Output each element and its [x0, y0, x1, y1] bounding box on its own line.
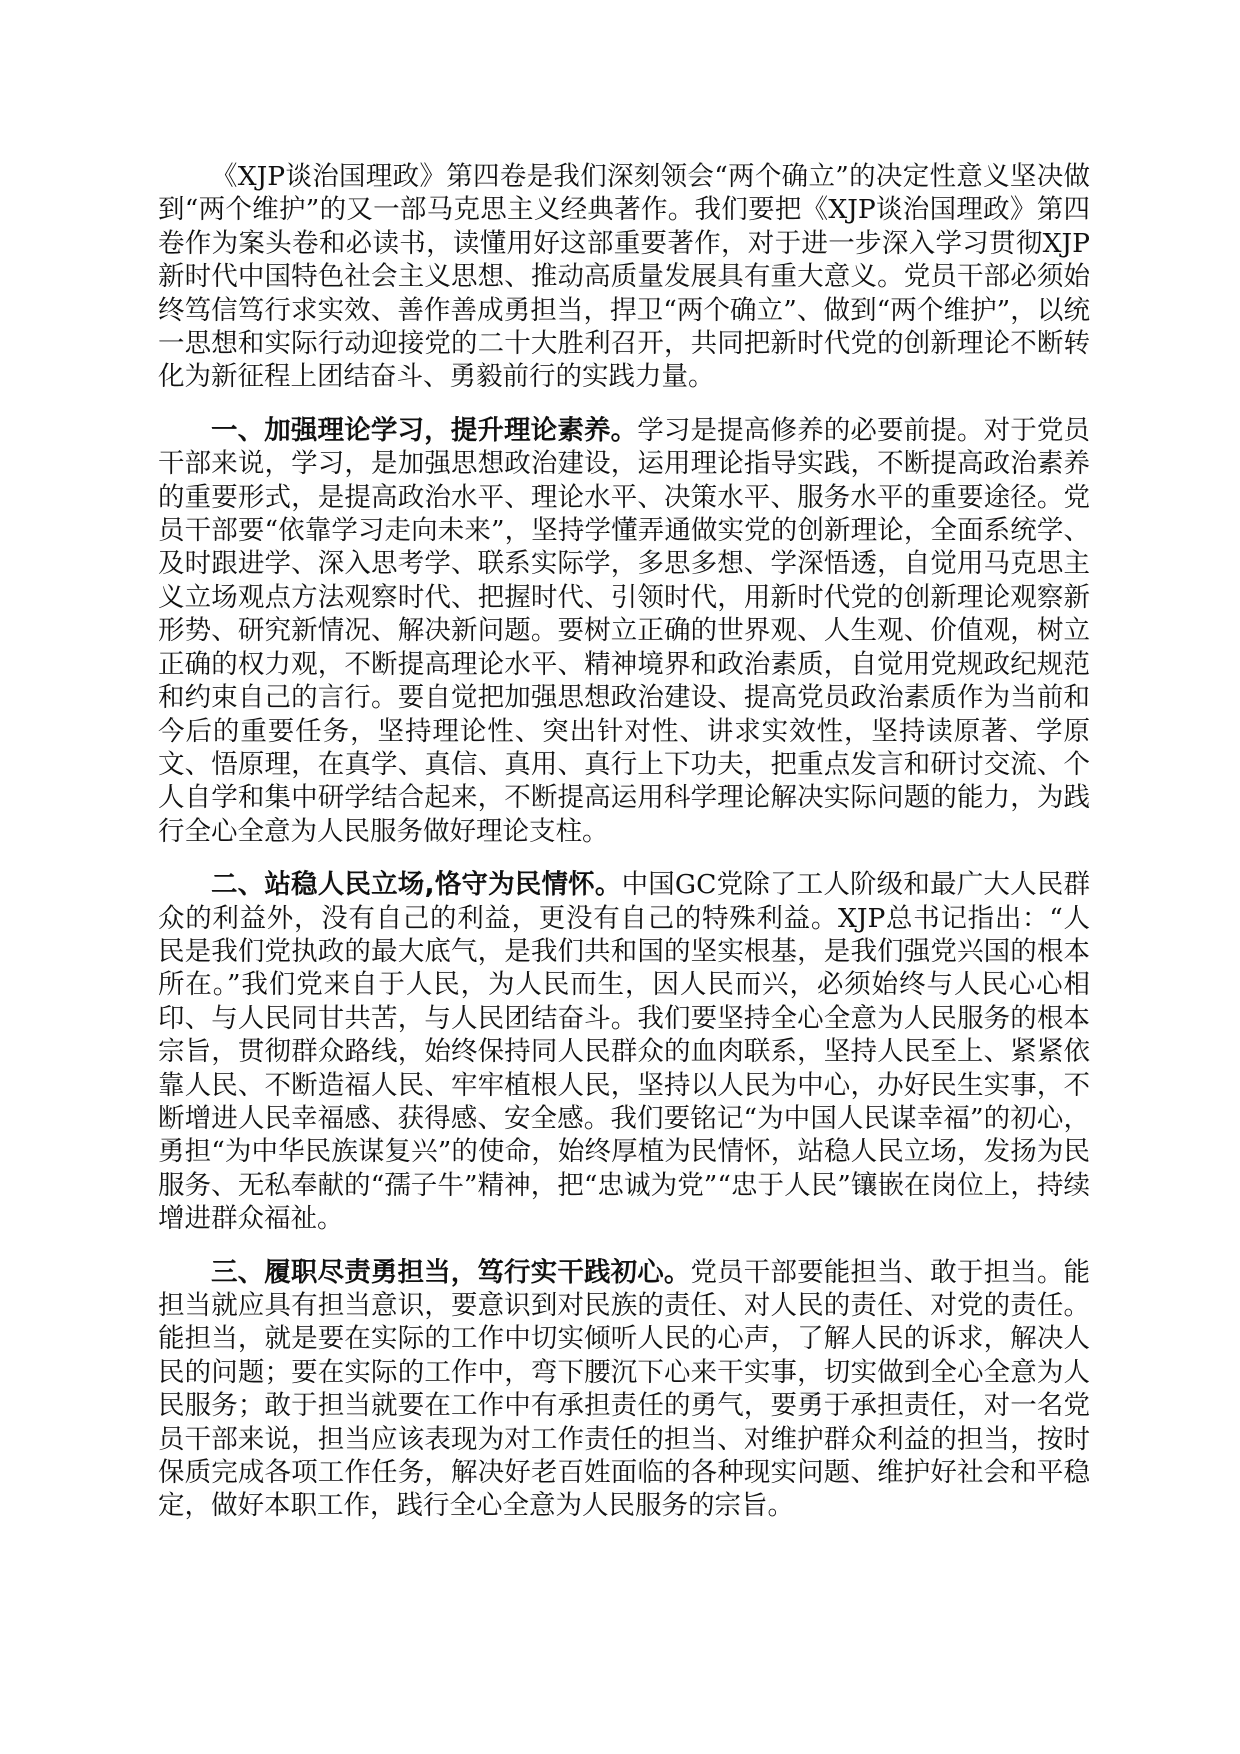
section-1-paragraph — [158, 414, 1090, 848]
section-3-body: 党员干部要能担当、敢于担当。能担当就应具有担当意识，要意识到对民族的责任、对人民的责任、对党的责任。能担当，就是要在实际的工作中切实倾听人民的心声，了解人民的诉求，解决人民的问题；要在实际的工作中，弯下腰沉下心来干实事，切实做到全心全意为人民服务；敢于担当就要在工作中有承担责任的勇气，要勇于承担责任，对一名党员干部来说，担当应该表现为对工作责任的担当、对维护群众利益的担当，按时保质完成各项工作任务，解决好老百姓面临的各种现实问题、维护好社会和平稳定，做好本职工作，践行全心全意为人民服务的宗旨。 — [158, 1256, 1090, 1522]
section-1-heading: 一、加强理论学习，提升理论素养。 — [211, 414, 638, 446]
section-1-body: 学习是提高修养的必要前提。对于党员干部来说，学习，是加强思想政治建设，运用理论指导实践，不断提高政治素养的重要形式，是提高政治水平、理论水平、决策水平、服务水平的重要途径。党员干部要“依靠学习走向未来”，坚持学懂弄通做实党的创新理论，全面系统学、及时跟进学、深入思考学、联系实际学，多思多想、学深悟透，自觉用马克思主义立场观点方法观察时代、把握时代、引领时代，用新时代党的创新理论观察新形势、研究新情况、解决新问题。要树立正确的世界观、人生观、价值观，树立正确的权力观，不断提高理论水平、精神境界和政治素质，自觉用党规政纪规范和约束自己的言行。要自觉把加强思想政治建设、提高党员政治素质作为当前和今后的重要任务，坚持理论性、突出针对性、讲求实效性，坚持读原著、学原文、悟原理，在真学、真信、真用、真行上下功夫，把重点发言和研讨交流、个人自学和集中研学结合起来，不断提高运用科学理论解决实际问题的能力，为践行全心全意为人民服务做好理论支柱。 — [158, 414, 1090, 847]
section-3-heading: 三、履职尽责勇担当，笃行实干践初心。 — [211, 1256, 691, 1288]
document-page — [158, 160, 1090, 1543]
section-3-paragraph — [158, 1256, 1090, 1523]
section-2-paragraph — [158, 868, 1090, 1235]
section-2-heading: 二、站稳人民立场,恪守为民情怀。 — [211, 869, 622, 901]
intro-paragraph: 《XJP谈治国理政》第四卷是我们深刻领会“两个确立”的决定性意义坚决做到“两个维护”的又一部马克思主义经典著作。我们要把《XJP谈治国理政》第四卷作为案头卷和必读书，读懂用好这部重要著作，对于进一步深入学习贯彻XJP新时代中国特色社会主义思想、推动高质量发展具有重大意义。党员干部必须始终笃信笃行求实效、善作善成勇担当，捍卫“两个确立”、做到“两个维护”，以统一思想和实际行动迎接党的二十大胜利召开，共同把新时代党的创新理论不断转化为新征程上团结奋斗、勇毅前行的实践力量。 — [158, 161, 1090, 393]
section-2-body: 中国GC党除了工人阶级和最广大人民群众的利益外，没有自己的利益，更没有自己的特殊利益。XJP总书记指出：“人民是我们党执政的最大底气，是我们共和国的坚实根基，是我们强党兴国的根本所在。”我们党来自于人民，为人民而生，因人民而兴，必须始终与人民心心相印、与人民同甘共苦，与人民团结奋斗。我们要坚持全心全意为人民服务的根本宗旨，贯彻群众路线，始终保持同人民群众的血肉联系，坚持人民至上、紧紧依靠人民、不断造福人民、牢牢植根人民，坚持以人民为中心，办好民生实事，不断增进人民幸福感、获得感、安全感。我们要铭记“为中国人民谋幸福”的初心，勇担“为中华民族谋复兴”的使命，始终厚植为民情怀，站稳人民立场，发扬为民服务、无私奉献的“孺子牛”精神，把“忠诚为党”“忠于人民”镶嵌在岗位上，持续增进群众福祉。 — [158, 869, 1090, 1235]
